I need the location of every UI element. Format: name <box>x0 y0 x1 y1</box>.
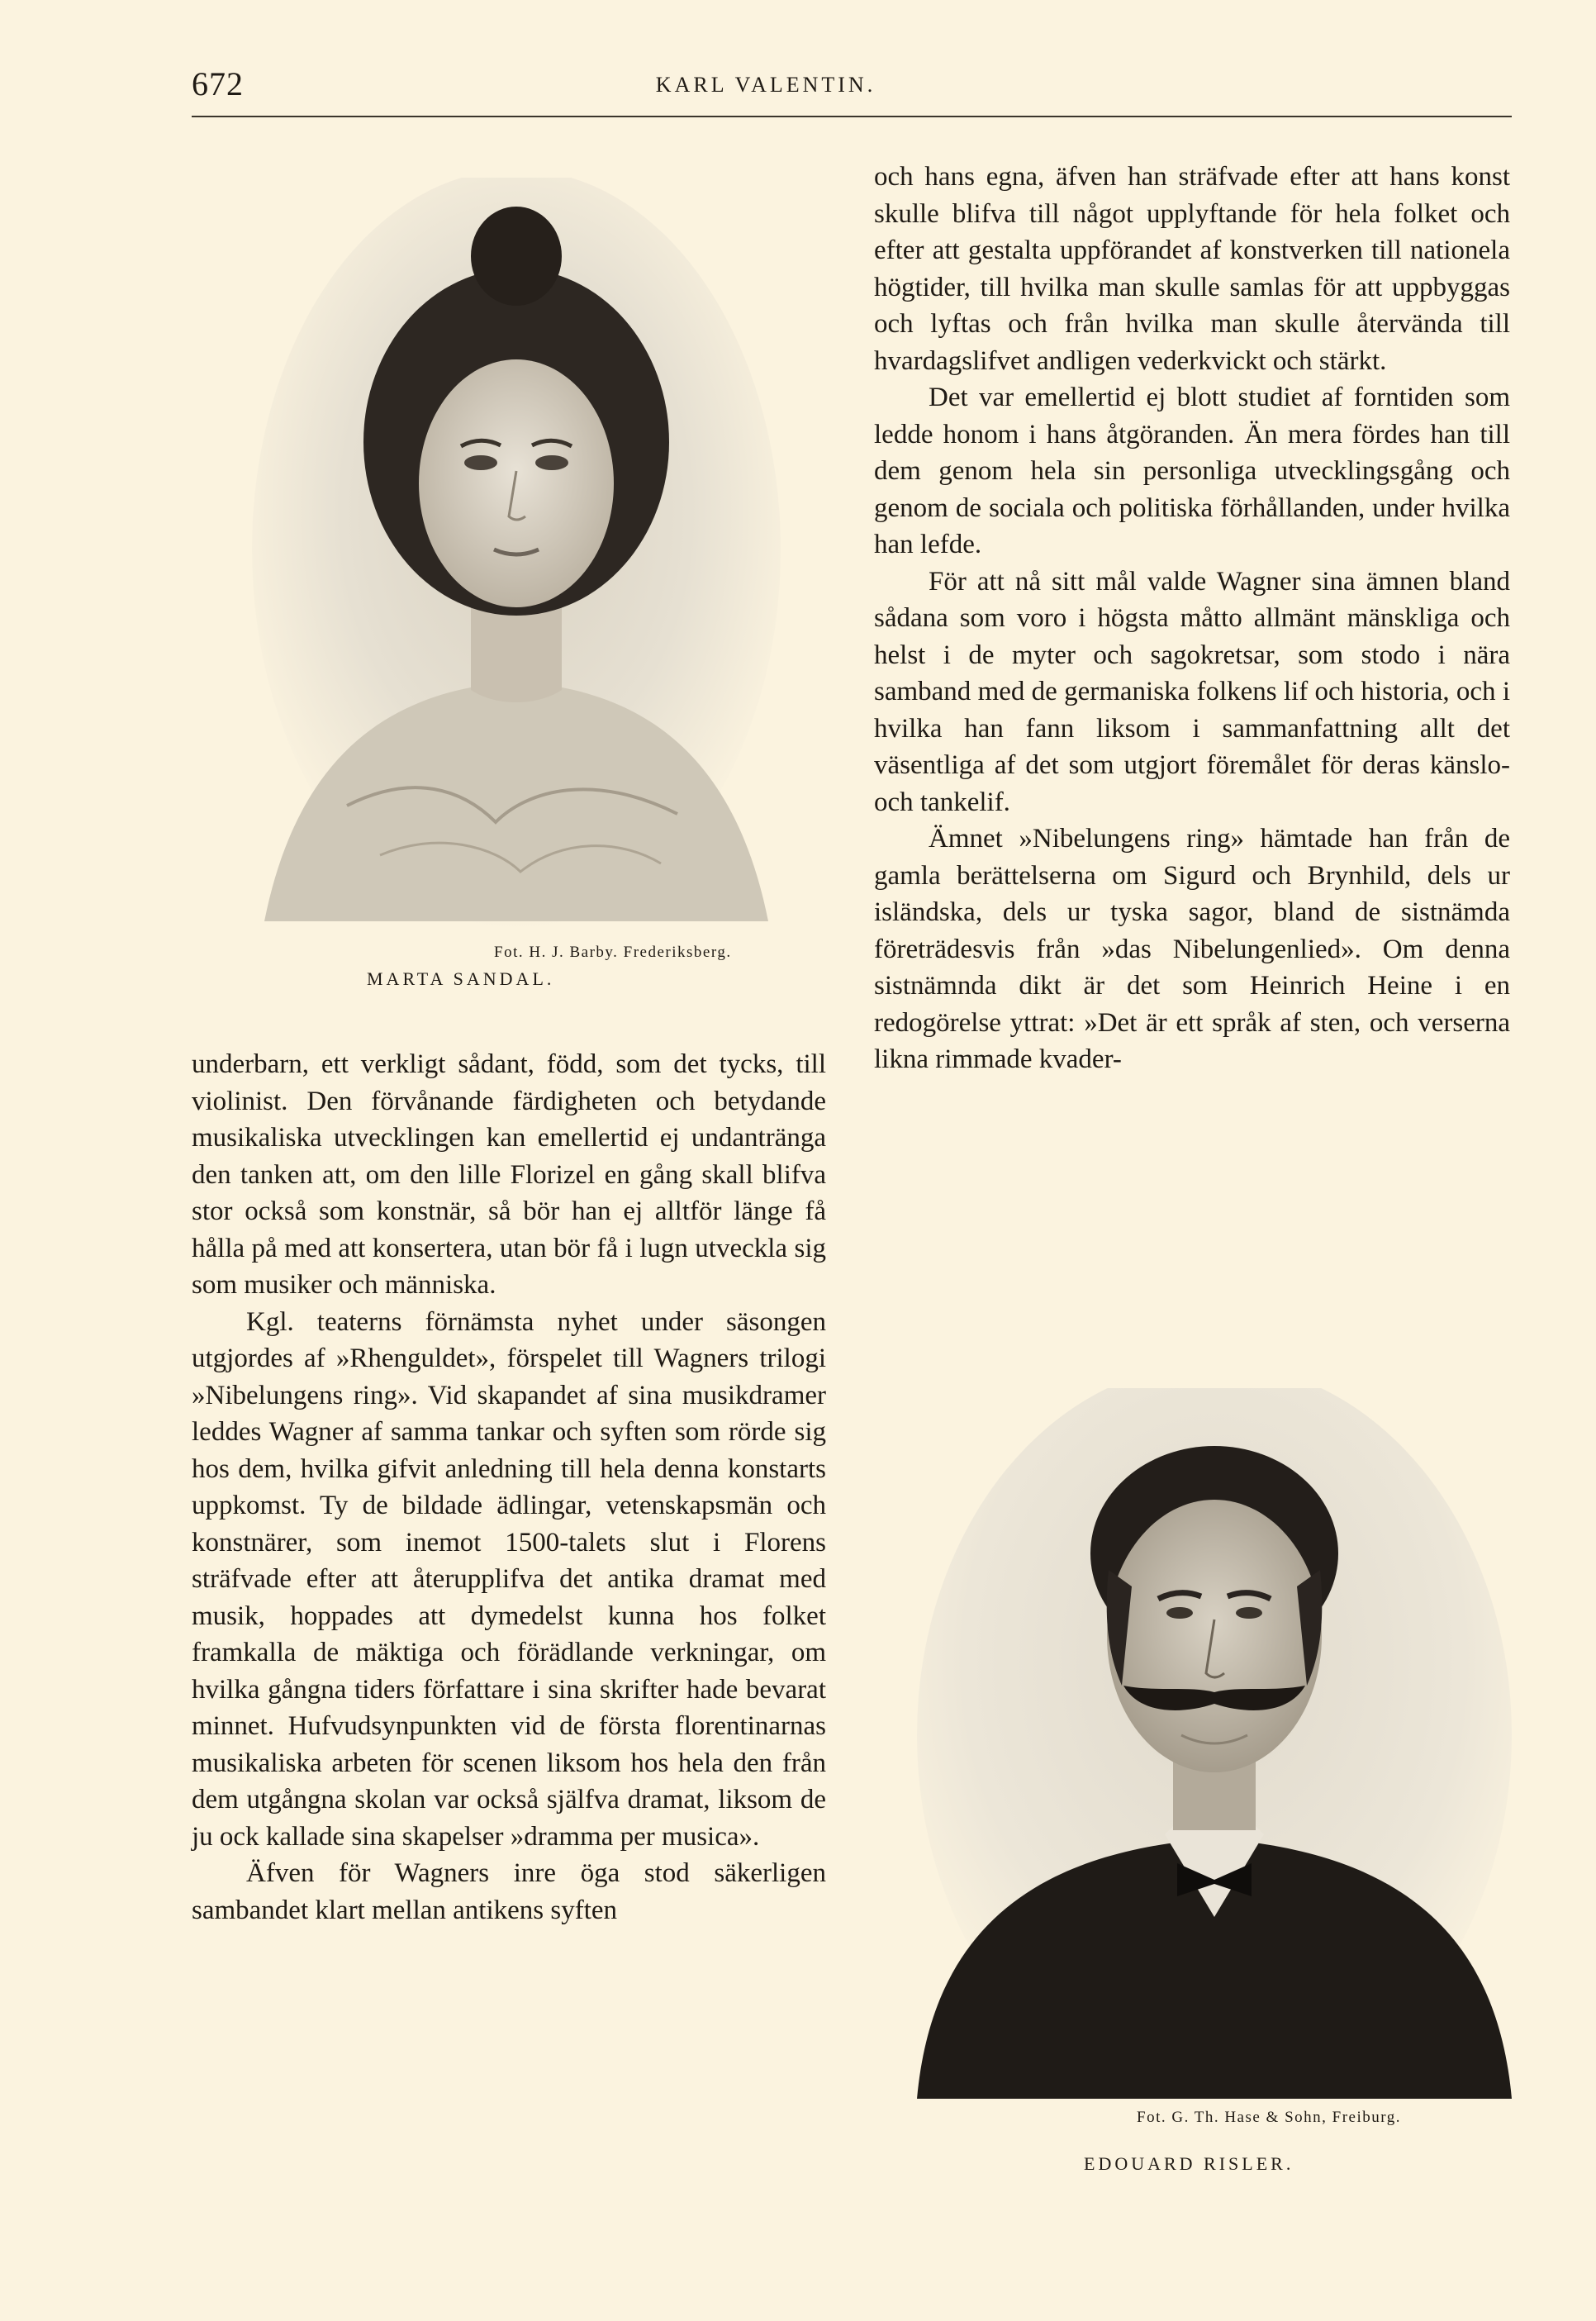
photo-credit-1: Fot. H. J. Barby. Frederiksberg. <box>494 944 732 961</box>
caption-name-1: MARTA SANDAL. <box>367 968 555 989</box>
left-paragraph-1: underbarn, ett verkligt sådant, född, som det tycks, till violinist. Den förvånande färdigheten och betydande musikaliska utvecklingen kan emellertid ej undantränga den tanken att, om den lille Florizel en gång skall blifva stor också som konstnär, så bör han ej alltför länge få hålla på med att konsertera, utan bör få i lugn utveckla sig som musiker och människa. <box>192 1049 826 1300</box>
portrait-marta-sandal <box>248 178 785 938</box>
page-number: 672 <box>192 65 244 102</box>
running-title: KARL VALENTIN. <box>655 73 876 97</box>
portrait-edouard-risler <box>917 1388 1512 2099</box>
right-paragraph-2: Det var emellertid ej blott studiet af forntiden som ledde honom i hans åtgöranden. Än mera fördes han till dem genom hela sin personliga utvecklingsgång och genom de sociala och politiska förhållanden, under hvilka han lefde. <box>874 383 1510 559</box>
right-paragraph-3: För att nå sitt mål valde Wagner sina ämnen bland sådana som voro i högsta måtto allmänt mänskliga och helst i de myter och sagokretsar, som stodo i nära samband med de germaniska folkens lif och historia, och i hvilka han fann liksom i sammanfattning allt det väsentliga af det som utgjort föremålet för deras känslo- och tankelif. <box>874 566 1510 817</box>
right-paragraph-1: och hans egna, äfven han sträfvade efter att hans konst skulle blifva till något upplyftande för hela folket och efter att gestalta uppförandet af konstverken till nationela högtider, till hvilka man skulle samlas för att uppbyggas och lyftas och från hvilka man skulle återvända till hvardagslifvet andligen vederkvickt och stärkt. <box>874 162 1510 376</box>
right-paragraph-4: Ämnet »Nibelungens ring» hämtade han från de gamla berättelserna om Sigurd och Brynhild, dels ur isländska, dels ur tyska sagor, bland de sistnämda företrädesvis från »das Nibelungenlied». Om denna sistnämnda dikt är det som Heinrich Heine i en redogörelse yttrat: »Det är ett språk af sten, och verserna likna rimmade kvader- <box>874 824 1510 1074</box>
right-text-column <box>874 159 1510 1078</box>
left-paragraph-3: Äfven för Wagners inre öga stod säkerligen sambandet klart mellan antikens syften <box>192 1858 826 1925</box>
portrait-man-icon <box>917 1388 1512 2099</box>
portrait-woman-icon <box>248 178 785 938</box>
caption-name-2: EDOUARD RISLER. <box>1084 2153 1294 2174</box>
left-text-column <box>192 1046 826 1929</box>
page-header <box>192 64 1512 114</box>
left-paragraph-2: Kgl. teaterns förnämsta nyhet under säsongen utgjordes af »Rhenguldet», förspelet till Wagners trilogi »Nibelungens ring». Vid skapandet af sina musikdramer leddes Wagner af samma tankar och syften som rörde sig hos dem, hvilka gifvit anledning till hela denna konstarts uppkomst. Ty de bildade ädlingar, vetenskapsmän och konstnärer, som inemot 1500-talets slut i Florens sträfvade efter att återupplifva det antika dramat med musik, hoppades att dymedelst kunna hos folket framkalla de mäktiga och förädlande verkningar, om hvilka gångna tiders författare i sina skrifter hade bevarat minnet. Hufvudsynpunkten vid de första florentinarnas musikaliska arbeten för scenen liksom hos hela den från dem utgångna skolan var också själfva dramat, liksom de ju ock kallade sina skapelser »dramma per musica». <box>192 1306 826 1852</box>
photo-credit-2: Fot. G. Th. Hase & Sohn, Freiburg. <box>1137 2109 1401 2126</box>
header-rule <box>192 116 1512 117</box>
